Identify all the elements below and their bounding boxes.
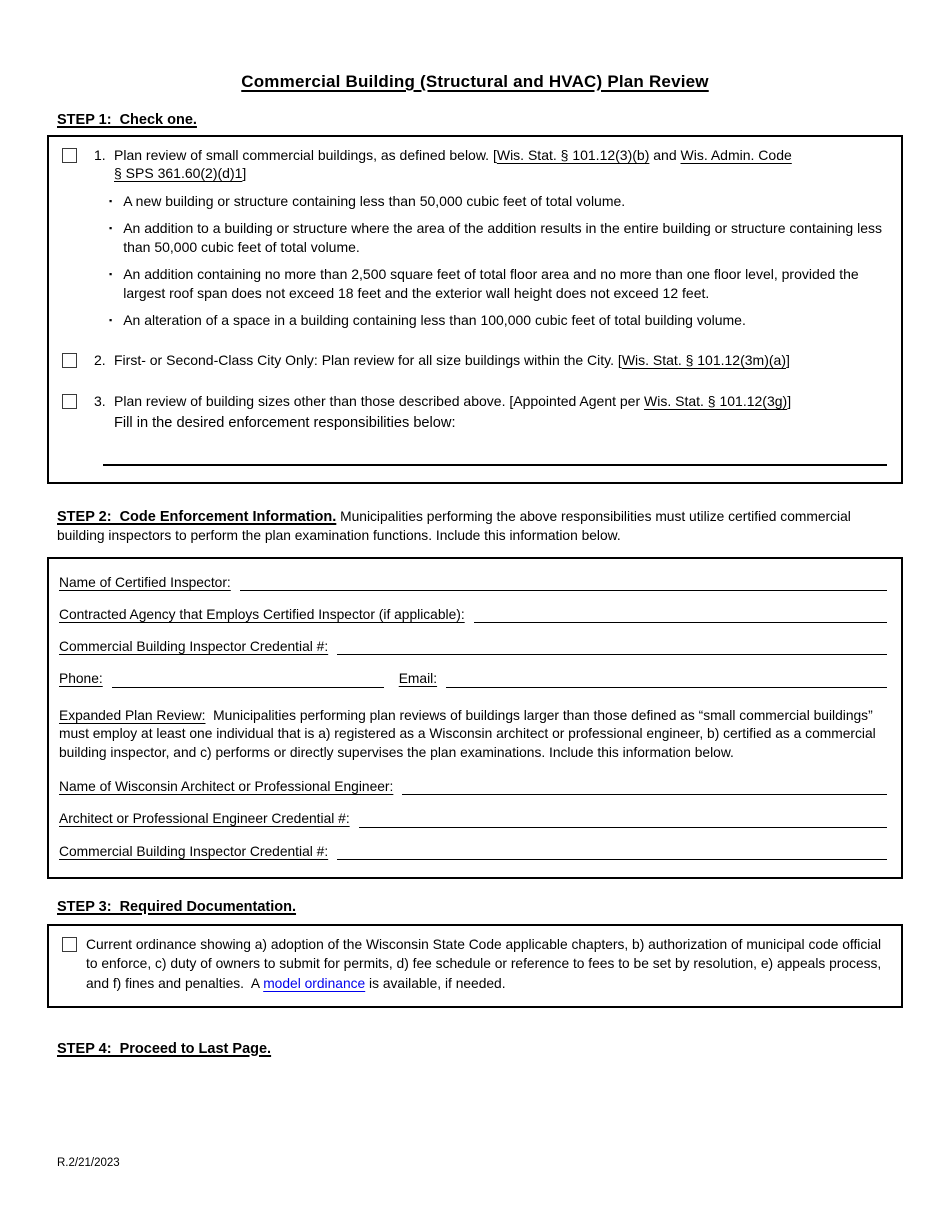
- admin-code-link-part1[interactable]: Wis. Admin. Code: [680, 147, 792, 163]
- option3-text: Plan review of building sizes other than those described above. [Appointed Agent per Wis. Stat. § 101.12(3g)] Fill in the desired enforcement responsibilities below:: [114, 392, 889, 433]
- bullet-icon: ▪: [109, 315, 113, 326]
- inspector-name-row: [59, 574, 887, 591]
- bullet-item: ▪ An addition containing no more than 2,500 square feet of total floor area and no more than one floor level, provided the largest roof span does not exceed 18 feet and the exterior wall height does not exceed 12 feet.: [109, 266, 859, 301]
- option1-checkbox[interactable]: [62, 148, 77, 163]
- inspector-credential-row: [59, 638, 887, 655]
- inspector-credential2-label: Commercial Building Inspector Credential #:: [59, 843, 329, 859]
- statute-link-101-12-3g[interactable]: Wis. Stat. § 101.12(3g): [644, 393, 788, 410]
- bullet-item: ▪ An addition to a building or structure where the area of the addition results in the entire building or structure containing less than 50,000 cubic feet of total volume.: [109, 220, 882, 255]
- architect-credential-label: Architect or Professional Engineer Credential #:: [59, 811, 350, 827]
- phone-field[interactable]: [112, 672, 384, 688]
- expanded-plan-review-paragraph: Expanded Plan Review: Municipalities performing plan reviews of buildings larger than those defined as “small commercial buildings” must employ at least one individual that is a) registered as a Wisconsin architect or professional engineer, b) certified as a commercial building inspector, and c) performs or directly supervises the plan examinations. Include this information below.: [59, 707, 880, 761]
- bullet-item: ▪ An alteration of a space in a building containing less than 100,000 cubic feet of total building volume.: [109, 312, 746, 329]
- option2-number: 2.: [94, 351, 106, 368]
- expanded-plan-review-label: Expanded Plan Review:: [59, 707, 206, 723]
- bullet-item: ▪ A new building or structure containing less than 50,000 cubic feet of total volume.: [109, 192, 626, 209]
- step2-heading: STEP 2: Code Enforcement Information. Municipalities performing the above responsibilities must utilize certified commercial building inspectors to perform the plan examination functions. Include this information below.: [57, 508, 855, 544]
- ordinance-checkbox[interactable]: [62, 937, 77, 952]
- step1-option3: [61, 392, 889, 433]
- revision-date: R.2/21/2023: [57, 1157, 120, 1169]
- inspector-credential2-row: [59, 843, 887, 860]
- option3-checkbox[interactable]: [62, 394, 77, 409]
- option3-number: 3.: [94, 393, 106, 410]
- inspector-name-field[interactable]: [240, 575, 887, 591]
- step2-box: [47, 557, 903, 879]
- step3-option: [61, 935, 889, 994]
- inspector-credential2-field[interactable]: [337, 844, 887, 860]
- enforcement-responsibilities-field[interactable]: [103, 462, 887, 466]
- step1-heading: STEP 1: Check one.: [57, 112, 197, 128]
- agency-field[interactable]: [474, 607, 887, 623]
- inspector-name-label: Name of Certified Inspector:: [59, 574, 231, 590]
- inspector-credential-field[interactable]: [337, 639, 887, 655]
- model-ordinance-link[interactable]: model ordinance: [263, 976, 366, 992]
- option1-bullets: [109, 192, 889, 330]
- statute-link-101-12-3m-a[interactable]: Wis. Stat. § 101.12(3m)(a): [621, 351, 786, 368]
- option3-instruction: Fill in the desired enforcement responsibilities below:: [114, 414, 456, 431]
- step1-box: [47, 135, 903, 484]
- page-title-text: Commercial Building (Structural and HVAC) Plan Review: [241, 72, 709, 91]
- architect-name-row: [59, 778, 887, 795]
- phone-label: Phone:: [59, 671, 103, 687]
- step4-heading: STEP 4: Proceed to Last Page.: [57, 1040, 272, 1057]
- option1-text: Plan review of small commercial buildings, as defined below. [Wis. Stat. § 101.12(3)(b) and Wis. Admin. Code § SPS 361.60(2)(d)1] ▪ A new building or structure containing less than 50,000 cubic feet of total volume. ▪ An addition to a building or structure where the area of the addition results in the entire building or structure containing less than 50,000 cubic feet of total volume. ▪ An addition containing no more than 2,500 square feet of total floor area and no more than one floor level, provided the largest roof span does not exceed 18 feet and the exterior wall height does not exceed 12 feet. ▪ An alteration of a space in a building containing less than 100,000 cubic feet of total building volume.: [114, 146, 889, 330]
- bullet-icon: ▪: [109, 195, 113, 206]
- step1-option2: [61, 351, 889, 369]
- ordinance-text: Current ordinance showing a) adoption of the Wisconsin State Code applicable chapters, b) authorization of municipal code official to enforce, c) duty of owners to submit for permits, d) fee schedule or reference to fees to be set by resolution, e) appeals process, and f) fines and penalties. A model ordinance is available, if needed.: [86, 936, 886, 992]
- email-label: Email:: [398, 671, 438, 687]
- page-title: [0, 0, 950, 92]
- architect-credential-field[interactable]: [359, 812, 887, 828]
- statute-link-101-12-3-b[interactable]: Wis. Stat. § 101.12(3)(b): [496, 147, 650, 163]
- agency-label: Contracted Agency that Employs Certified Inspector (if applicable):: [59, 606, 465, 622]
- option2-text: First- or Second-Class City Only: Plan review for all size buildings within the City. [Wis. Stat. § 101.12(3m)(a)]: [114, 351, 790, 368]
- step3-heading: STEP 3: Required Documentation.: [57, 898, 297, 915]
- architect-name-field[interactable]: [402, 779, 887, 795]
- architect-name-label: Name of Wisconsin Architect or Professional Engineer:: [59, 779, 394, 795]
- inspector-credential-label: Commercial Building Inspector Credential #:: [59, 639, 329, 655]
- bullet-icon: ▪: [109, 269, 113, 280]
- admin-code-link-part2[interactable]: § SPS 361.60(2)(d)1: [114, 165, 243, 182]
- step1-option1: [61, 146, 889, 330]
- option1-number: 1.: [94, 147, 106, 163]
- agency-row: [59, 606, 887, 623]
- bullet-icon: ▪: [109, 223, 113, 234]
- phone-email-row: [59, 670, 887, 687]
- email-field[interactable]: [446, 672, 887, 688]
- step3-box: [47, 924, 903, 1008]
- option2-checkbox[interactable]: [62, 353, 77, 368]
- architect-credential-row: [59, 810, 887, 827]
